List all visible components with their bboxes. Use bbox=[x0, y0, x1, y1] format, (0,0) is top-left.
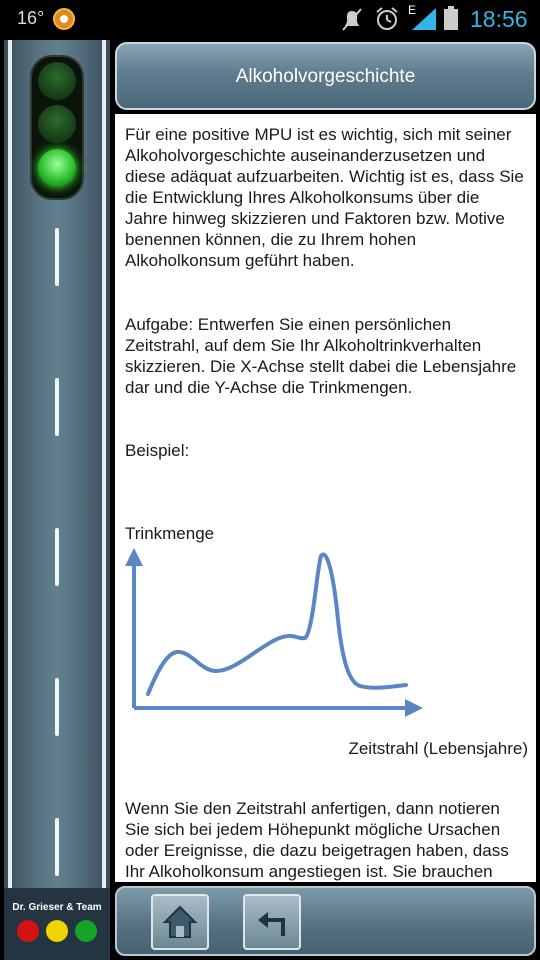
road-lane-marking bbox=[55, 378, 59, 436]
temperature-label: 16° bbox=[17, 8, 45, 28]
app-notification-icon bbox=[53, 8, 75, 30]
chart-xlabel: Zeitstrahl (Lebensjahre) bbox=[348, 739, 528, 758]
road-lane-marking bbox=[55, 818, 59, 876]
example-chart bbox=[115, 514, 536, 774]
page-header bbox=[115, 42, 536, 110]
battery-icon bbox=[444, 6, 458, 30]
road-edge-line bbox=[8, 40, 12, 888]
intro-paragraph: Für eine positive MPU ist es wichtig, sich mit seiner Alkoholvorgeschichte auseinanderzusetzen und diese adäquat aufzuarbeiten. Wichtig ist es, dass Sie die Entwicklung Ihres Alkoholkonsums über die Jahre hinweg skizzieren und Faktoren bzw. Motive benennen können, die zu Ihrem hohen Alkoholkonsum geführt haben. bbox=[125, 125, 524, 270]
road-edge-line bbox=[102, 40, 106, 888]
task-paragraph: Aufgabe: Entwerfen Sie einen persönlichen Zeitstrahl, auf dem Sie Ihr Alkoholtrinkverhalten skizzieren. Die X-Achse stellt dabei die Lebensjahre dar und die Y-Achse die Trinkmengen. bbox=[125, 315, 517, 397]
road-lane-marking bbox=[55, 228, 59, 286]
red-dot-icon bbox=[17, 920, 39, 942]
alarm-icon bbox=[374, 6, 400, 32]
road-lane-marking bbox=[55, 528, 59, 586]
back-arrow-icon bbox=[255, 904, 289, 940]
outro-paragraph: Wenn Sie den Zeitstrahl anfertigen, dann notieren Sie sich bei jedem Höhepunkt mögliche Ursachen oder Ereignisse, die dazu beigetragen haben, dass Ihr Alkoholkonsum angestiegen ist. Sie brauchen bbox=[125, 799, 509, 881]
chart-series-line bbox=[148, 555, 406, 694]
traffic-light-lamp-green bbox=[38, 149, 76, 187]
home-button[interactable] bbox=[151, 894, 209, 950]
example-label: Beispiel: bbox=[125, 441, 190, 460]
yellow-dot-icon bbox=[46, 920, 68, 942]
traffic-light-lamp bbox=[38, 62, 76, 100]
chart-axes bbox=[125, 548, 423, 717]
traffic-light-icon bbox=[30, 55, 84, 200]
status-bar bbox=[0, 0, 540, 38]
green-dot-icon bbox=[75, 920, 97, 942]
mute-icon bbox=[340, 6, 364, 32]
signal-icon bbox=[412, 8, 436, 30]
road-sidebar bbox=[4, 40, 110, 960]
network-type-label: E bbox=[408, 3, 417, 17]
back-button[interactable] bbox=[243, 894, 301, 950]
brand-label: Dr. Grieser & Team bbox=[12, 902, 102, 913]
traffic-light-lamp bbox=[38, 105, 76, 143]
road-lane-marking bbox=[55, 678, 59, 736]
content-panel[interactable] bbox=[115, 114, 536, 882]
home-icon bbox=[163, 904, 197, 940]
page-title: Alkoholvorgeschichte bbox=[235, 66, 416, 87]
chart-ylabel: Trinkmenge bbox=[125, 524, 215, 543]
clock-time: 18:56 bbox=[470, 6, 528, 32]
bottom-toolbar bbox=[115, 886, 536, 956]
